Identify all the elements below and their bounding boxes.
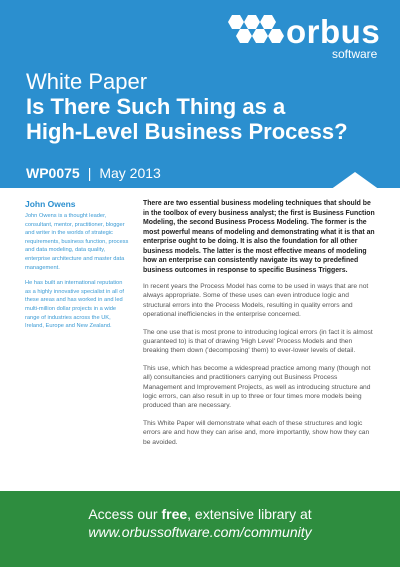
- brand-tagline: software: [332, 47, 378, 61]
- author-sidebar: [25, 199, 129, 338]
- community-footer: [0, 491, 400, 567]
- footer-promo: [0, 505, 400, 523]
- document-date: May 2013: [99, 165, 161, 181]
- document-type: White Paper: [26, 69, 148, 94]
- footer-promo-free: free: [161, 506, 188, 522]
- title-line-2: High-Level Business Process?: [26, 119, 348, 144]
- hexagon-cluster-icon: [224, 12, 286, 46]
- body-paragraph: This White Paper will demonstrate what each of these structures and logic errors are and how they can arise and, more importantly, show how they can be avoided.: [143, 419, 370, 446]
- community-link[interactable]: www.orbussoftware.com/community: [88, 524, 312, 540]
- main-content: [143, 199, 377, 455]
- body-paragraph: In recent years the Process Model has come to be used in ways that are not always appropriate. Some of these uses can even introduce logic and structural errors into the Process Models, resulting in quality errors and operational inefficiencies in the enterprise concerned.: [143, 283, 369, 319]
- footer-promo-pre: Access our: [88, 506, 162, 522]
- header-banner: [0, 0, 400, 188]
- page-title: [26, 94, 386, 144]
- author-bio: John Owens is a thought leader, consultant, mentor, practitioner, blogger and writer in the worlds of strategic requirements, business function, process and data modeling, data quality, enterprise architecture and master data management.: [25, 213, 129, 271]
- meta-separator: |: [87, 165, 92, 181]
- author-reputation: He has built an international reputation as a highly innovative specialist in all of these areas and has worked in and led multi-million dollar projects in a wide range of industries across the UK, Ireland, Europe and New Zealand.: [25, 280, 124, 330]
- title-line-1: Is There Such Thing as a: [26, 94, 286, 119]
- lead-paragraph: There are two essential business modeling techniques that should be in the toolbox of every business analyst; the first is Business Function Modeling, the second Business Process Modeling. The former is the most powerful means of modeling and demonstrating what it is that an enterprise ought to be doing. It is also the foundation for all other business models. The latter is the most effective means of modeling how an enterprise can consistently navigate its way to predefined business outcomes in response to specific Business Triggers.: [143, 200, 375, 274]
- body-paragraph: The one use that is most prone to introducing logical errors (in fact it is almost guaranteed to) is that of drawing 'High Level' Process Models and then breaking them down ('decomposing' them) to ever-lower levels of detail.: [143, 328, 373, 355]
- header-notch-divider: [0, 172, 400, 190]
- document-code: WP0075: [26, 165, 80, 181]
- author-name: John Owens: [25, 199, 76, 209]
- orbus-logo: [224, 12, 384, 64]
- brand-name: orbus: [286, 13, 381, 50]
- body-paragraph: This use, which has become a widespread practice among many (though not all) consultancies and practitioners carrying out Business Process Management and Improvement Projects, as well as introducing structure and logic errors, can also result in up to three or four times more models being produced than are necessary.: [143, 364, 371, 410]
- footer-promo-post: , extensive library at: [187, 506, 312, 522]
